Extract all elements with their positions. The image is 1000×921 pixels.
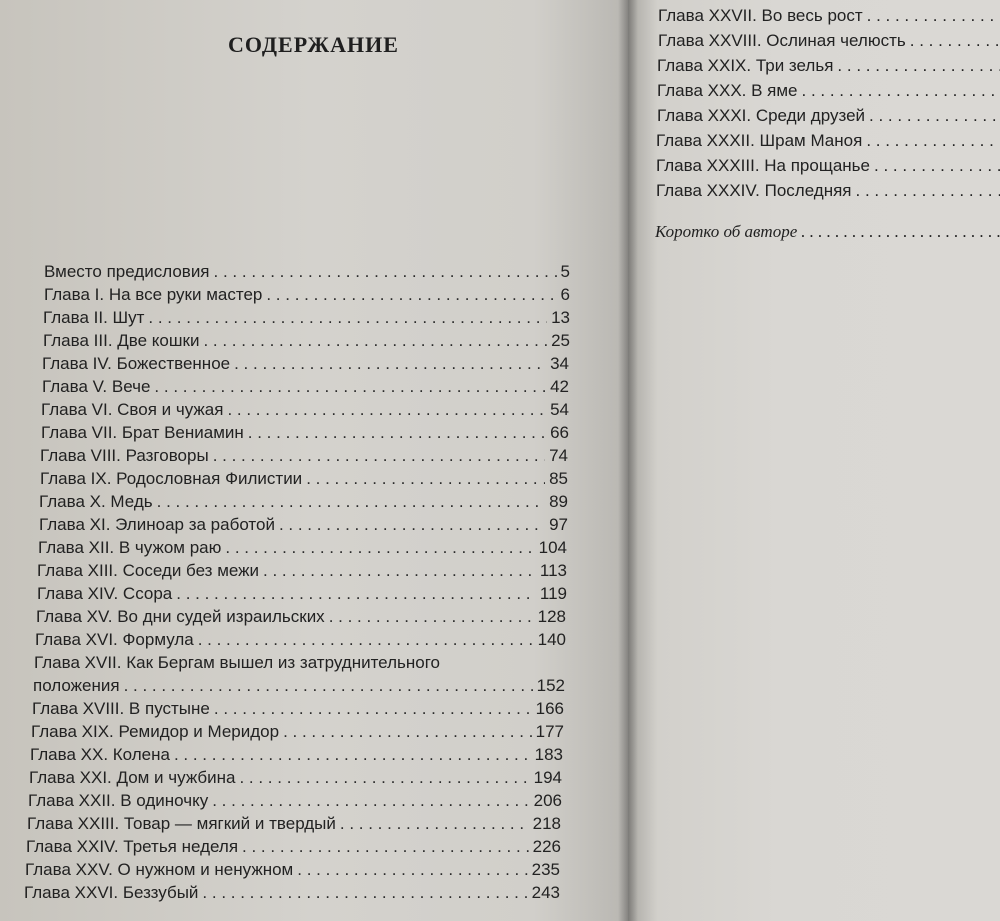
toc-entry: Глава XVII. Как Бергам вышел из затруднительного (34, 653, 440, 672)
toc-entry: Глава IX. Родословная Филистии . . . 85 (40, 469, 568, 489)
contents-heading: СОДЕРЖАНИЕ (228, 32, 399, 57)
toc-entry: Глава X. Медь . . . 89 (39, 492, 568, 512)
toc-entry: Глава XV. Во дни судей израильских . . . 128 (36, 607, 566, 627)
toc-entry: Глава II. Шут . . . 13 (43, 308, 570, 328)
toc-entry: Глава XXVI. Беззубый . . . 243 (24, 883, 560, 903)
toc-entry: Глава XXIII. Товар — мягкий и твердый . . . 218 (27, 814, 561, 834)
toc-entry: Глава XXXI. Среди друзей . . . (657, 106, 1000, 126)
toc-entry: Глава XXXIII. На прощанье . . . (656, 156, 1000, 176)
toc-entry: Глава XVI. Формула . . . 140 (35, 630, 566, 650)
toc-entry: Глава XXIX. Три зелья . . . (657, 56, 1000, 76)
toc-entry-afterword: Коротко об авторе . . . (655, 222, 1000, 242)
toc-entry: Глава XI. Элиноар за работой . . . 97 (39, 515, 568, 535)
toc-entry: Вместо предисловия . . . 5 (44, 262, 570, 282)
toc-entry: Глава XXX. В яме . . . (657, 81, 1000, 101)
toc-entry: Глава VI. Своя и чужая . . . 54 (41, 400, 569, 420)
toc-entry: Глава XXVIII. Ослиная челюсть . . . (658, 31, 1000, 51)
toc-entry: Глава XXV. О нужном и ненужном . . . 235 (25, 860, 560, 880)
toc-entry: Глава XXVII. Во весь рост . . . (658, 6, 1000, 26)
toc-entry: Глава XXIV. Третья неделя . . . 226 (26, 837, 561, 857)
toc-entry: Глава XIII. Соседи без межи . . . 113 (37, 561, 567, 581)
toc-entry: Глава III. Две кошки . . . 25 (43, 331, 570, 351)
toc-entry: Глава VIII. Разговоры . . . 74 (40, 446, 568, 466)
toc-entry: положения . . . 152 (33, 676, 565, 696)
toc-entry: Глава IV. Божественное . . . 34 (42, 354, 569, 374)
toc-entry: Глава XIV. Ссора . . . 119 (37, 584, 567, 604)
toc-entry: Глава XXI. Дом и чужбина . . . 194 (29, 768, 562, 788)
toc-entry: Глава XVIII. В пустыне . . . 166 (32, 699, 564, 719)
toc-entry: Глава XIX. Ремидор и Меридор . . . 177 (31, 722, 564, 742)
toc-entry: Глава V. Вече . . . 42 (42, 377, 569, 397)
toc-entry: Глава XXII. В одиночку . . . 206 (28, 791, 562, 811)
toc-entry: Глава XII. В чужом раю . . . 104 (38, 538, 567, 558)
toc-entry: Глава I. На все руки мастер . . . 6 (44, 285, 570, 305)
toc-entry: Глава XXXIV. Последняя . . . (656, 181, 1000, 201)
right-page (628, 0, 1000, 921)
toc-entry: Глава XX. Колена . . . 183 (30, 745, 563, 765)
toc-entry: Глава XXXII. Шрам Маноя . . . (656, 131, 1000, 151)
toc-entry: Глава VII. Брат Вениамин . . . 66 (41, 423, 569, 443)
